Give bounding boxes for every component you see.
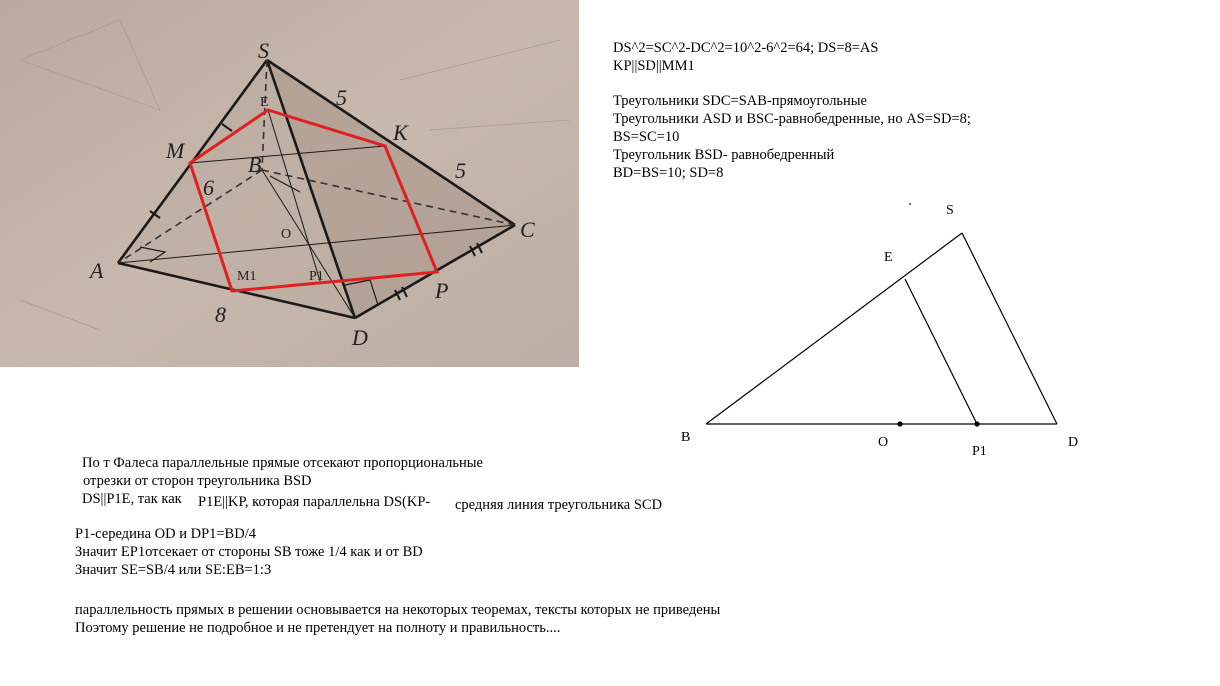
label-K: K — [393, 120, 408, 145]
label-C: C — [520, 217, 535, 242]
label-E: E — [260, 95, 269, 110]
note-line: Поэтому решение не подробное и не претендует на полноту и правильность.... — [75, 620, 561, 636]
note-line: Треугольники ASD и BSC-равнобедренные, но AS=SD=8; — [613, 111, 971, 127]
label-M1: M1 — [237, 269, 257, 284]
triangle-bsd-diagram — [660, 190, 1100, 470]
note-line: отрезки от сторон треугольника BSD — [83, 473, 312, 489]
length-MB: 6 — [203, 175, 214, 200]
d2-label-B: B — [681, 430, 691, 445]
d2-label-O: O — [878, 435, 889, 450]
label-O: O — [281, 227, 292, 242]
length-KC: 5 — [455, 158, 466, 183]
note-line: BD=BS=10; SD=8 — [613, 165, 724, 181]
triangle-edges — [706, 233, 1057, 424]
note-line: Треугольники SDC=SAB-прямоугольные — [613, 93, 867, 109]
point-O — [897, 421, 902, 426]
d2-label-S: S — [946, 203, 954, 218]
label-S: S — [258, 38, 269, 63]
conclusion-notes — [75, 525, 423, 579]
thales-note — [82, 454, 483, 490]
label-D: D — [352, 325, 368, 350]
note-line: Значит SE=SB/4 или SE:EB=1:3 — [75, 562, 272, 578]
disclaimer-notes — [75, 601, 720, 637]
note-line: DS||P1E, так как — [82, 491, 182, 507]
note-line: По т Фалеса параллельные прямые отсекают пропорциональные — [82, 455, 483, 471]
point-P1 — [974, 421, 979, 426]
label-P: P — [435, 278, 449, 303]
note-line: P1E||KP, которая параллельна DS(KP- — [198, 494, 431, 510]
d2-label-D: D — [1068, 435, 1079, 450]
d2-label-E: E — [884, 250, 893, 265]
length-SK: 5 — [336, 85, 347, 110]
textbook-photo — [0, 0, 579, 367]
pyramid-figure — [0, 0, 579, 367]
solution-notes-right — [613, 39, 971, 182]
note-line: Значит EP1отсекает от стороны SB тоже 1/4 как и от BD — [75, 544, 423, 560]
note-line: P1-середина OD и DP1=BD/4 — [75, 526, 256, 542]
note-line: KP||SD||MM1 — [613, 58, 695, 74]
note-line: параллельность прямых в решении основывается на некоторых теоремах, тексты которых не приведены — [75, 602, 721, 618]
note-line: средняя линия треугольника SCD — [455, 497, 663, 513]
stray-dot — [909, 203, 911, 205]
label-B: B — [248, 152, 262, 177]
label-A: A — [90, 258, 104, 283]
label-P1: P1 — [309, 269, 324, 284]
note-line: Треугольник BSD- равнобедренный — [613, 147, 835, 163]
label-M: M — [166, 138, 185, 163]
length-AD: 8 — [215, 302, 226, 327]
note-line: BS=SC=10 — [613, 129, 680, 145]
note-line: DS^2=SC^2-DC^2=10^2-6^2=64; DS=8=AS — [613, 40, 879, 56]
d2-label-P1: P1 — [972, 444, 987, 459]
